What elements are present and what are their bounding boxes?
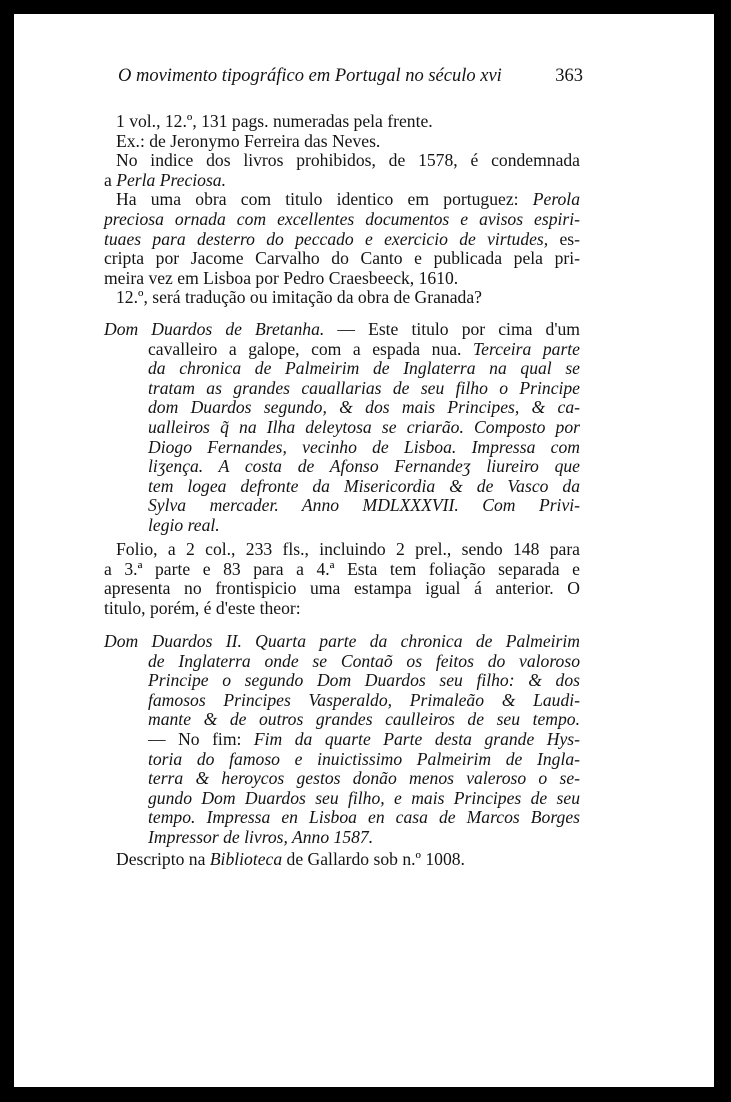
description-line: apresenta no frontispicio uma estampa igual á anterior. O — [104, 578, 580, 599]
portuguese-work-line: Ha uma obra com titulo identico em portuguez: Perola — [116, 189, 580, 210]
book-page — [14, 14, 714, 1087]
entry-three-heading-line: Dom Duardos II. Quarta parte da chronica de Palmeirim — [104, 631, 580, 651]
index-note-line: No indice dos livros prohibidos, de 1578, é condemnada — [116, 150, 580, 171]
portuguese-author-line: cripta por Jacome Carvalho do Canto e publicada pela pri- — [104, 248, 580, 269]
entry-two-heading-line: Dom Duardos de Bretanha. — Este titulo por cima d'um — [104, 319, 580, 339]
portuguese-title-line: preciosa ornada com excellentes documentos e avisos espiri- — [104, 208, 580, 229]
final-note-line: Descripto na Biblioteca de Gallardo sob n.º 1008. — [116, 849, 465, 869]
final-note — [116, 850, 580, 870]
entry-three-line: Impressor de livros, Anno 1587. — [148, 826, 374, 847]
entry-two-description — [104, 540, 580, 618]
entry-two-line: dom Duardos segundo, & dos mais Principes, & ca- — [148, 397, 580, 418]
entry-three-line: tempo. Impressa en Lisboa en casa de Marcos Borges — [148, 807, 580, 828]
entry-two-line: tem logea defronte da Misericordia & de Vasco da — [148, 475, 580, 496]
entry-three-line: mante & de outros grandes caulleiros de seu tempo. — [148, 709, 580, 730]
entry-two-line: da chronica de Palmeirim de Inglaterra na qual se — [148, 358, 580, 379]
entry-two-line: liʒença. A costa de Afonso Fernandeʒ liureiro que — [148, 456, 580, 477]
entry-three-line: famosos Principes Vasperaldo, Primaleão & Laudi- — [148, 689, 580, 710]
entry-two-line: Diogo Fernandes, vecinho de Lisboa. Impressa com — [148, 436, 580, 457]
entry-two-line: legio real. — [148, 514, 220, 535]
exemplar-line: Ex.: de Jeronymo Ferreira das Neves. — [116, 130, 381, 151]
entry-three-line: Principe o segundo Dom Duardos seu filho: & dos — [148, 670, 580, 691]
entry-one — [104, 112, 580, 308]
entry-two-line: cavalleiro a galope, com a espada nua. Terceira parte — [148, 338, 580, 359]
cited-work: Biblioteca — [209, 849, 283, 869]
entry-two — [104, 320, 580, 536]
portuguese-title-line: tuaes para desterro do peccado e exercicio de virtudes, es- — [104, 228, 580, 249]
entry-three-line: gundo Dom Duardos seu filho, e mais Principes de seu — [148, 787, 580, 808]
entry-three-line: terra & heroycos gestos donão menos valeroso o se- — [148, 768, 580, 789]
index-note-title-line: a Perla Preciosa. — [104, 169, 226, 190]
entry-three-line: de Inglaterra onde se Contaõ os feitos do valoroso — [148, 650, 580, 671]
description-line: Folio, a 2 col., 233 fls., incluindo 2 prel., sendo 148 para — [116, 539, 580, 559]
entry-two-title: Dom Duardos de Bretanha. — [104, 319, 325, 339]
entry-two-line: ualleiros q̃ na Ilha deleytosa se criarão. Composto por — [148, 416, 580, 437]
question-line: 12.º, será tradução ou imitação da obra de Granada? — [116, 287, 482, 308]
description-line: titulo, porém, é d'este theor: — [104, 597, 301, 618]
page-number: 363 — [555, 66, 583, 86]
index-note-title: Perla Preciosa. — [116, 169, 226, 190]
entry-three-colophon-line: — No fim: Fim da quarte Parte desta grande Hys- — [148, 728, 580, 749]
entry-three-line: toria do famoso e inuictissimo Palmeirim de Ingla- — [148, 748, 580, 769]
description-line: a 3.ª parte e 83 para a 4.ª Esta tem foliação separada e — [104, 558, 580, 579]
description-line: 1 vol., 12.º, 131 pags. numeradas pela frente. — [116, 111, 433, 131]
entry-three — [104, 632, 580, 848]
running-header — [118, 66, 583, 87]
entry-two-line: Sylva mercader. Anno MDLXXXVII. Com Privi- — [148, 495, 580, 516]
portuguese-imprint-line: meira vez em Lisboa por Pedro Craesbeeck, 1610. — [104, 267, 459, 288]
running-title: O movimento tipográfico em Portugal no século xvi — [118, 66, 502, 86]
entry-two-line: tratam as grandes cauallarias de seu filho o Principe — [148, 377, 580, 398]
